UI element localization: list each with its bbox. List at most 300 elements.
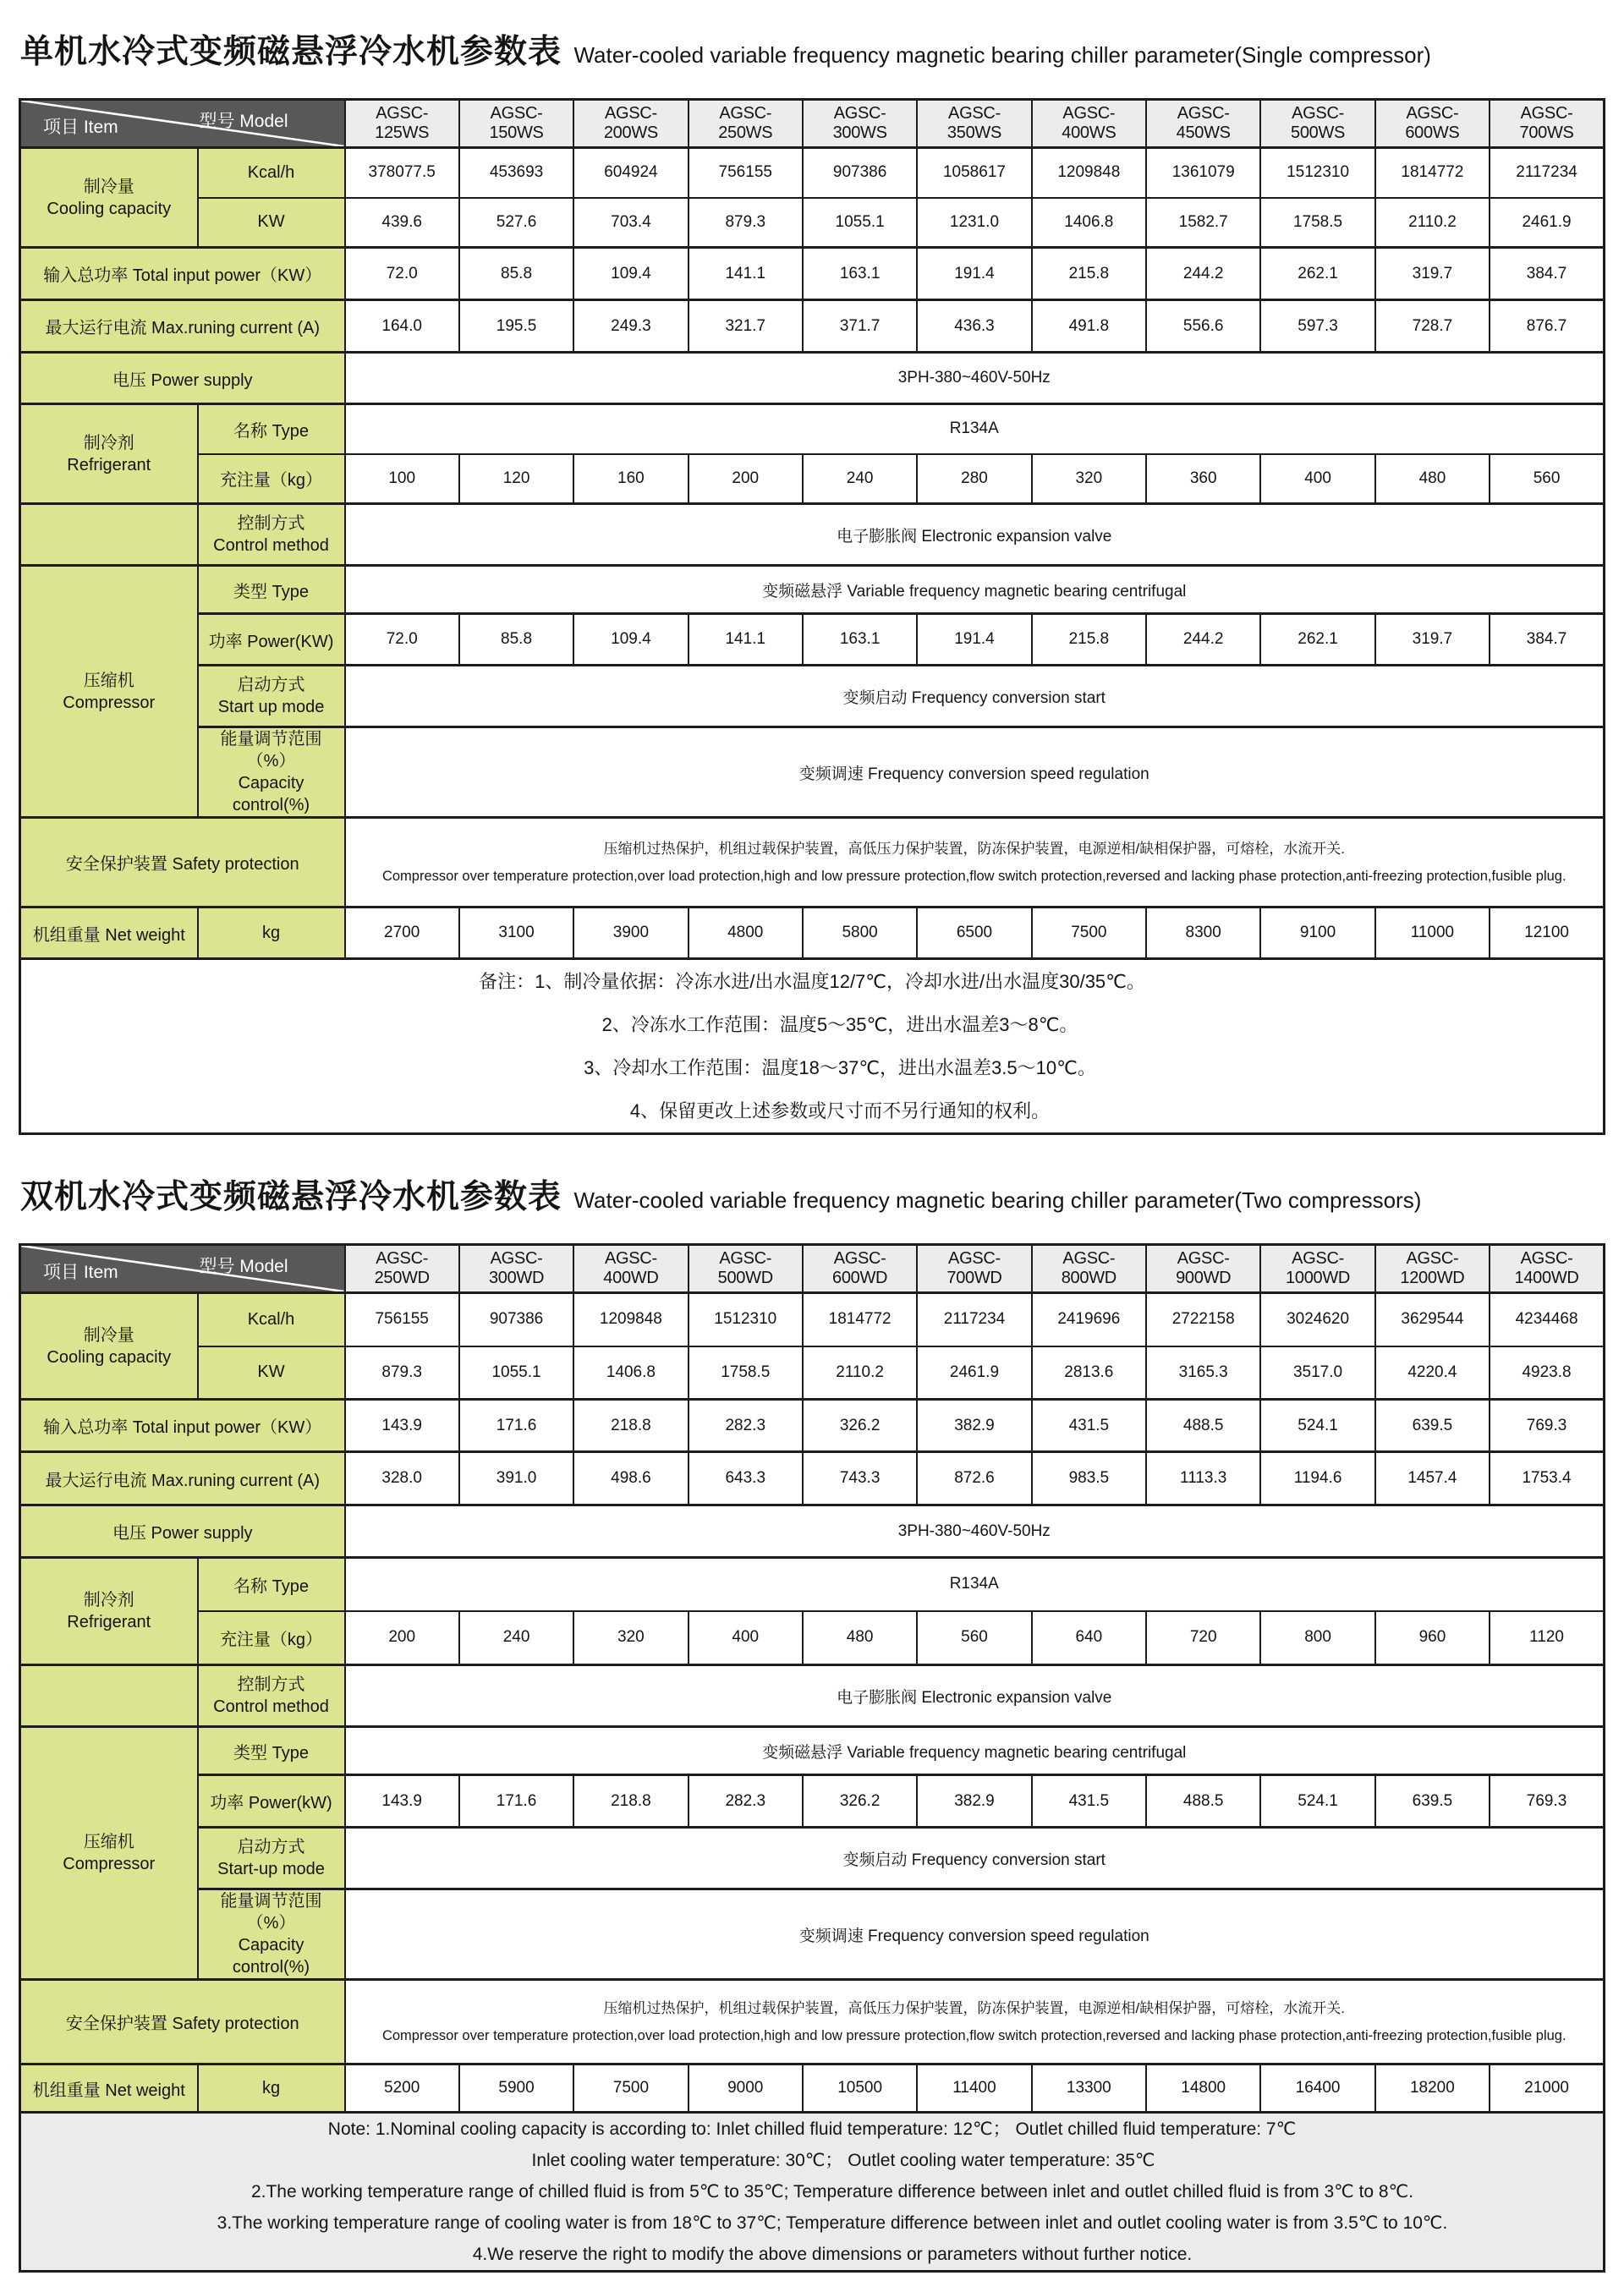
value-cell: 1758.5: [689, 1346, 803, 1400]
value-cell: 2722158: [1146, 1293, 1260, 1346]
value-cell: 384.7: [1490, 614, 1604, 666]
table2-notes: [20, 2113, 1605, 2272]
value-cell: 2117234: [917, 1293, 1031, 1346]
cooling-label-en: Cooling capacity: [47, 1347, 172, 1367]
refrigerant-type-value: R134A: [345, 404, 1605, 454]
value-cell: 6500: [917, 907, 1031, 959]
table2-net-weight-row: [20, 2064, 1605, 2113]
table2-cooling-kw-row: [20, 1346, 1605, 1400]
kcal-unit-label: Kcal/h: [198, 148, 345, 198]
value-cell: 3900: [573, 907, 688, 959]
table2-corner-header: [20, 1245, 345, 1293]
value-cell: 14800: [1146, 2064, 1260, 2113]
value-cell: 769.3: [1490, 1400, 1604, 1452]
capacity-label-en: Capacity control(%): [232, 774, 310, 814]
control-label-zh: 控制方式: [237, 1675, 305, 1694]
value-cell: 639.5: [1375, 1400, 1490, 1452]
two-compressor-table: [19, 1243, 1605, 2273]
value-cell: 639.5: [1375, 1775, 1490, 1828]
control-method-label: [198, 1665, 345, 1727]
model-column-header: AGSC-1000WD: [1260, 1245, 1374, 1293]
safety-protection-value: [345, 1980, 1605, 2064]
capacity-label-zh: 能量调节范围（%）: [220, 730, 322, 770]
value-cell: 72.0: [345, 614, 459, 666]
value-cell: 1406.8: [573, 1346, 688, 1400]
value-cell: 907386: [459, 1293, 573, 1346]
value-cell: 12100: [1490, 907, 1604, 959]
compressor-label: [20, 566, 198, 818]
cooling-capacity-label: [20, 148, 198, 248]
value-cell: 488.5: [1146, 1400, 1260, 1452]
value-cell: 756155: [345, 1293, 459, 1346]
value-cell: 143.9: [345, 1775, 459, 1828]
startup-mode-value: 变频启动 Frequency conversion start: [345, 666, 1605, 727]
value-cell: 120: [459, 454, 573, 504]
note-line: 3、冷却水工作范围：温度18～37℃，进出水温差3.5～10℃。: [584, 1057, 1096, 1078]
note-line: Inlet cooling water temperature: 30℃； Outlet cooling water temperature: 35℃: [531, 2151, 1155, 2170]
model-column-header: AGSC-700WS: [1490, 100, 1604, 148]
value-cell: 480: [1375, 454, 1490, 504]
table2-compressor-type-row: [20, 1727, 1605, 1775]
max-current-label: 最大运行电流 Max.runing current (A): [20, 300, 345, 353]
value-cell: 439.6: [345, 198, 459, 248]
table2-power-supply-row: [20, 1505, 1605, 1558]
value-cell: 1814772: [803, 1293, 917, 1346]
compressor-type-label: 类型 Type: [198, 566, 345, 614]
model-column-header: AGSC-400WS: [1032, 100, 1146, 148]
value-cell: 378077.5: [345, 148, 459, 198]
table2-compressor-power-row: [20, 1775, 1605, 1828]
safety-text-en: Compressor over temperature protection,over load protection,high and low pressure protection,flow switch protection,reversed and lacking phase protection,anti-freezing protection,fusible plug.: [381, 2027, 1566, 2043]
value-cell: 16400: [1260, 2064, 1374, 2113]
value-cell: 164.0: [345, 300, 459, 353]
cooling-label-en: Cooling capacity: [47, 199, 172, 218]
value-cell: 321.7: [689, 300, 803, 353]
input-power-label: 输入总功率 Total input power（KW）: [20, 248, 345, 300]
safety-text-zh: 压缩机过热保护，机组过载保护装置，高低压力保护装置，防冻保护装置，电源逆相/缺相保护器，可熔栓，水流开关.: [603, 840, 1345, 857]
value-cell: 319.7: [1375, 248, 1490, 300]
value-cell: 371.7: [803, 300, 917, 353]
compressor-label: [20, 1727, 198, 1980]
value-cell: 240: [459, 1611, 573, 1665]
value-cell: 21000: [1490, 2064, 1604, 2113]
value-cell: 11400: [917, 2064, 1031, 2113]
value-cell: 556.6: [1146, 300, 1260, 353]
model-column-header: AGSC-250WS: [689, 100, 803, 148]
net-weight-label: 机组重量 Net weight: [20, 2064, 198, 2113]
value-cell: 1512310: [689, 1293, 803, 1346]
value-cell: 9100: [1260, 907, 1374, 959]
value-cell: 249.3: [573, 300, 688, 353]
value-cell: 643.3: [689, 1452, 803, 1505]
model-column-header: AGSC-1400WD: [1490, 1245, 1604, 1293]
value-cell: 527.6: [459, 198, 573, 248]
value-cell: 524.1: [1260, 1775, 1374, 1828]
capacity-control-label: [198, 1889, 345, 1980]
value-cell: 1058617: [917, 148, 1031, 198]
value-cell: 2117234: [1490, 148, 1604, 198]
table1-input-power-row: [20, 248, 1605, 300]
compressor-label-en: Compressor: [63, 1855, 156, 1873]
refrigerant-type-value: R134A: [345, 1558, 1605, 1611]
startup-label-en: Start-up mode: [217, 1860, 325, 1878]
value-cell: 215.8: [1032, 248, 1146, 300]
value-cell: 597.3: [1260, 300, 1374, 353]
safety-text-zh: 压缩机过热保护，机组过载保护装置，高低压力保护装置，防冻保护装置，电源逆相/缺相保护器，可熔栓，水流开关.: [603, 1999, 1345, 2016]
value-cell: 1120: [1490, 1611, 1604, 1665]
value-cell: 3024620: [1260, 1293, 1374, 1346]
table1-charge-row: [20, 454, 1605, 504]
safety-text-en: Compressor over temperature protection,over load protection,high and low pressure protection,flow switch protection,reversed and lacking phase protection,anti-freezing protection,fusible plug.: [381, 868, 1566, 884]
table1-safety-row: [20, 818, 1605, 907]
model-column-header: AGSC-500WD: [689, 1245, 803, 1293]
safety-protection-value: [345, 818, 1605, 907]
table2-charge-row: [20, 1611, 1605, 1665]
value-cell: 382.9: [917, 1775, 1031, 1828]
value-cell: 240: [803, 454, 917, 504]
value-cell: 163.1: [803, 614, 917, 666]
value-cell: 215.8: [1032, 614, 1146, 666]
model-column-header: AGSC-350WS: [917, 100, 1031, 148]
model-column-header: AGSC-150WS: [459, 100, 573, 148]
value-cell: 13300: [1032, 2064, 1146, 2113]
value-cell: 1055.1: [803, 198, 917, 248]
value-cell: 360: [1146, 454, 1260, 504]
table1-title-zh: 单机水冷式变频磁悬浮冷水机参数表: [20, 34, 562, 70]
value-cell: 320: [1032, 454, 1146, 504]
value-cell: 7500: [1032, 907, 1146, 959]
value-cell: 2461.9: [917, 1346, 1031, 1400]
capacity-control-label: [198, 727, 345, 818]
value-cell: 5900: [459, 2064, 573, 2113]
control-method-value: 电子膨胀阀 Electronic expansion valve: [345, 1665, 1605, 1727]
note-line: Note: 1.Nominal cooling capacity is according to: Inlet chilled fluid temperature: 12℃； Outlet chilled fluid temperature: 7℃: [327, 2119, 1297, 2139]
item-header-label: 项目 Item: [43, 1263, 118, 1282]
value-cell: 703.4: [573, 198, 688, 248]
value-cell: 163.1: [803, 248, 917, 300]
value-cell: 382.9: [917, 1400, 1031, 1452]
table2-title: [20, 1171, 1605, 1218]
table1-control-method-row: [20, 504, 1605, 566]
model-column-header: AGSC-300WS: [803, 100, 917, 148]
value-cell: 2461.9: [1490, 198, 1604, 248]
value-cell: 143.9: [345, 1400, 459, 1452]
value-cell: 1758.5: [1260, 198, 1374, 248]
table2-startup-row: [20, 1828, 1605, 1889]
model-column-header: AGSC-400WD: [573, 1245, 688, 1293]
control-method-label: [198, 504, 345, 566]
startup-label-zh: 启动方式: [237, 1838, 305, 1856]
power-supply-value: 3PH-380~460V-50Hz: [345, 353, 1605, 404]
table1-cooling-kw-row: [20, 198, 1605, 248]
value-cell: 436.3: [917, 300, 1031, 353]
control-label-en: Control method: [213, 1697, 329, 1716]
startup-mode-value: 变频启动 Frequency conversion start: [345, 1828, 1605, 1889]
value-cell: 3629544: [1375, 1293, 1490, 1346]
model-column-header: AGSC-600WD: [803, 1245, 917, 1293]
value-cell: 400: [689, 1611, 803, 1665]
value-cell: 720: [1146, 1611, 1260, 1665]
startup-mode-label: [198, 1828, 345, 1889]
control-label-zh: 控制方式: [237, 514, 305, 533]
table2-capacity-control-row: [20, 1889, 1605, 1980]
value-cell: 453693: [459, 148, 573, 198]
item-header-label: 项目 Item: [43, 118, 118, 137]
capacity-control-value: 变频调速 Frequency conversion speed regulation: [345, 1889, 1605, 1980]
table1-title: [20, 25, 1605, 73]
value-cell: 8300: [1146, 907, 1260, 959]
table2-control-method-row: [20, 1665, 1605, 1727]
value-cell: 876.7: [1490, 300, 1604, 353]
value-cell: 200: [345, 1611, 459, 1665]
value-cell: 800: [1260, 1611, 1374, 1665]
value-cell: 3517.0: [1260, 1346, 1374, 1400]
value-cell: 2700: [345, 907, 459, 959]
cooling-label-zh: 制冷量: [83, 1325, 134, 1345]
table1-notes-row: [20, 959, 1605, 1134]
model-column-header: AGSC-200WS: [573, 100, 688, 148]
model-column-header: AGSC-800WD: [1032, 1245, 1146, 1293]
table1-max-current-row: [20, 300, 1605, 353]
control-method-value: 电子膨胀阀 Electronic expansion valve: [345, 504, 1605, 566]
value-cell: 282.3: [689, 1775, 803, 1828]
table1-power-supply-row: [20, 353, 1605, 404]
value-cell: 1231.0: [917, 198, 1031, 248]
table1-corner-header: [20, 100, 345, 148]
value-cell: 85.8: [459, 614, 573, 666]
value-cell: 1814772: [1375, 148, 1490, 198]
refrigerant-label: [20, 404, 198, 504]
table2-safety-row: [20, 1980, 1605, 2064]
capacity-control-value: 变频调速 Frequency conversion speed regulation: [345, 727, 1605, 818]
kw-unit-label: KW: [198, 1346, 345, 1400]
value-cell: 5200: [345, 2064, 459, 2113]
value-cell: 1194.6: [1260, 1452, 1374, 1505]
input-power-label: 输入总功率 Total input power（KW）: [20, 1400, 345, 1452]
value-cell: 431.5: [1032, 1400, 1146, 1452]
kcal-unit-label: Kcal/h: [198, 1293, 345, 1346]
value-cell: 171.6: [459, 1775, 573, 1828]
net-weight-label: 机组重量 Net weight: [20, 907, 198, 959]
table2-title-zh: 双机水冷式变频磁悬浮冷水机参数表: [20, 1179, 562, 1215]
value-cell: 480: [803, 1611, 917, 1665]
model-column-header: AGSC-700WD: [917, 1245, 1031, 1293]
value-cell: 10500: [803, 2064, 917, 2113]
value-cell: 5800: [803, 907, 917, 959]
charge-label: 充注量（kg）: [198, 1611, 345, 1665]
value-cell: 195.5: [459, 300, 573, 353]
value-cell: 879.3: [345, 1346, 459, 1400]
note-line: 2、冷冻水工作范围：温度5～35℃，进出水温差3～8℃。: [601, 1014, 1078, 1035]
table2-title-en: Water-cooled variable frequency magnetic bearing chiller parameter(Two compressors): [573, 1187, 1422, 1213]
refrigerant-spacer-cell: [20, 504, 198, 566]
value-cell: 18200: [1375, 2064, 1490, 2113]
value-cell: 262.1: [1260, 614, 1374, 666]
value-cell: 1582.7: [1146, 198, 1260, 248]
model-column-header: AGSC-900WD: [1146, 1245, 1260, 1293]
table1-title-en: Water-cooled variable frequency magnetic bearing chiller parameter(Single compressor): [573, 42, 1431, 68]
model-column-header: AGSC-500WS: [1260, 100, 1374, 148]
value-cell: 9000: [689, 2064, 803, 2113]
cooling-label-zh: 制冷量: [83, 177, 134, 196]
value-cell: 400: [1260, 454, 1374, 504]
value-cell: 431.5: [1032, 1775, 1146, 1828]
capacity-label-zh: 能量调节范围（%）: [220, 1892, 322, 1933]
kg-unit-label: kg: [198, 907, 345, 959]
value-cell: 11000: [1375, 907, 1490, 959]
value-cell: 100: [345, 454, 459, 504]
refrigerant-name-label: 名称 Type: [198, 1558, 345, 1611]
table1-capacity-control-row: [20, 727, 1605, 818]
compressor-label-zh: 压缩机: [83, 1833, 134, 1851]
max-current-label: 最大运行电流 Max.runing current (A): [20, 1452, 345, 1505]
note-line: 备注：1、制冷量依据：冷冻水进/出水温度12/7℃，冷却水进/出水温度30/35℃。: [479, 971, 1145, 992]
compressor-type-label: 类型 Type: [198, 1727, 345, 1775]
value-cell: 7500: [573, 2064, 688, 2113]
value-cell: 2419696: [1032, 1293, 1146, 1346]
power-supply-label: 电压 Power supply: [20, 353, 345, 404]
compressor-power-label: 功率 Power(KW): [198, 614, 345, 666]
table2-notes-row: [20, 2113, 1605, 2272]
value-cell: 319.7: [1375, 614, 1490, 666]
value-cell: 244.2: [1146, 614, 1260, 666]
value-cell: 560: [917, 1611, 1031, 1665]
table1-cooling-kcal-row: [20, 148, 1605, 198]
note-line: 3.The working temperature range of cooling water is from 18℃ to 37℃; Temperature difference between inlet and outlet cooling water is from 3.5℃ to 10℃.: [217, 2213, 1448, 2233]
startup-mode-label: [198, 666, 345, 727]
refrigerant-name-label: 名称 Type: [198, 404, 345, 454]
value-cell: 141.1: [689, 614, 803, 666]
kg-unit-label: kg: [198, 2064, 345, 2113]
value-cell: 1361079: [1146, 148, 1260, 198]
value-cell: 280: [917, 454, 1031, 504]
capacity-label-en: Capacity control(%): [232, 1936, 310, 1977]
value-cell: 282.3: [689, 1400, 803, 1452]
table1-compressor-power-row: [20, 614, 1605, 666]
safety-protection-label: 安全保护装置 Safety protection: [20, 1980, 345, 2064]
value-cell: 1457.4: [1375, 1452, 1490, 1505]
model-column-header: AGSC-125WS: [345, 100, 459, 148]
cooling-capacity-label: [20, 1293, 198, 1400]
value-cell: 4923.8: [1490, 1346, 1604, 1400]
value-cell: 524.1: [1260, 1400, 1374, 1452]
compressor-type-value: 变频磁悬浮 Variable frequency magnetic bearing centrifugal: [345, 566, 1605, 614]
startup-label-zh: 启动方式: [237, 676, 305, 694]
value-cell: 1055.1: [459, 1346, 573, 1400]
value-cell: 1406.8: [1032, 198, 1146, 248]
control-label-en: Control method: [213, 536, 329, 555]
value-cell: 3100: [459, 907, 573, 959]
value-cell: 1113.3: [1146, 1452, 1260, 1505]
table1-refrigerant-type-row: [20, 404, 1605, 454]
compressor-label-en: Compressor: [63, 693, 156, 712]
value-cell: 85.8: [459, 248, 573, 300]
value-cell: 907386: [803, 148, 917, 198]
value-cell: 109.4: [573, 614, 688, 666]
compressor-label-zh: 压缩机: [83, 671, 134, 690]
refrigerant-label-zh: 制冷剂: [83, 1591, 134, 1609]
table2-cooling-kcal-row: [20, 1293, 1605, 1346]
model-column-header: AGSC-300WD: [459, 1245, 573, 1293]
value-cell: 872.6: [917, 1452, 1031, 1505]
value-cell: 983.5: [1032, 1452, 1146, 1505]
value-cell: 756155: [689, 148, 803, 198]
table1-notes: [20, 959, 1605, 1134]
model-header-label: 型号 Model: [199, 1257, 288, 1276]
table2-header-row: [20, 1245, 1605, 1293]
value-cell: 769.3: [1490, 1775, 1604, 1828]
compressor-power-label: 功率 Power(kW): [198, 1775, 345, 1828]
table2-max-current-row: [20, 1452, 1605, 1505]
charge-label: 充注量（kg）: [198, 454, 345, 504]
note-line: 4、保留更改上述参数或尺寸而不另行通知的权利。: [629, 1100, 1051, 1121]
value-cell: 491.8: [1032, 300, 1146, 353]
value-cell: 498.6: [573, 1452, 688, 1505]
value-cell: 604924: [573, 148, 688, 198]
value-cell: 2110.2: [1375, 198, 1490, 248]
value-cell: 218.8: [573, 1400, 688, 1452]
value-cell: 191.4: [917, 614, 1031, 666]
value-cell: 141.1: [689, 248, 803, 300]
value-cell: 1512310: [1260, 148, 1374, 198]
refrigerant-label: [20, 1558, 198, 1665]
value-cell: 72.0: [345, 248, 459, 300]
refrigerant-spacer-cell: [20, 1665, 198, 1727]
value-cell: 2110.2: [803, 1346, 917, 1400]
table1-compressor-type-row: [20, 566, 1605, 614]
power-supply-label: 电压 Power supply: [20, 1505, 345, 1558]
value-cell: 488.5: [1146, 1775, 1260, 1828]
value-cell: 960: [1375, 1611, 1490, 1665]
value-cell: 191.4: [917, 248, 1031, 300]
table2-refrigerant-type-row: [20, 1558, 1605, 1611]
value-cell: 560: [1490, 454, 1604, 504]
value-cell: 244.2: [1146, 248, 1260, 300]
value-cell: 743.3: [803, 1452, 917, 1505]
table1-startup-row: [20, 666, 1605, 727]
value-cell: 728.7: [1375, 300, 1490, 353]
refrigerant-label-en: Refrigerant: [67, 1613, 151, 1631]
safety-protection-label: 安全保护装置 Safety protection: [20, 818, 345, 907]
table1-header-row: [20, 100, 1605, 148]
model-header-label: 型号 Model: [199, 112, 288, 131]
model-column-header: AGSC-600WS: [1375, 100, 1490, 148]
value-cell: 391.0: [459, 1452, 573, 1505]
value-cell: 3165.3: [1146, 1346, 1260, 1400]
value-cell: 4234468: [1490, 1293, 1604, 1346]
single-compressor-table: [19, 98, 1605, 1135]
value-cell: 2813.6: [1032, 1346, 1146, 1400]
value-cell: 4220.4: [1375, 1346, 1490, 1400]
table2-input-power-row: [20, 1400, 1605, 1452]
note-line: 4.We reserve the right to modify the above dimensions or parameters without further notice.: [472, 2245, 1193, 2264]
note-line: 2.The working temperature range of chilled fluid is from 5℃ to 35℃; Temperature difference between inlet and outlet chilled fluid is from 3℃ to 8℃.: [250, 2182, 1414, 2201]
value-cell: 262.1: [1260, 248, 1374, 300]
value-cell: 328.0: [345, 1452, 459, 1505]
startup-label-en: Start up mode: [217, 698, 325, 716]
value-cell: 200: [689, 454, 803, 504]
model-column-header: AGSC-450WS: [1146, 100, 1260, 148]
refrigerant-label-en: Refrigerant: [67, 455, 151, 474]
value-cell: 326.2: [803, 1400, 917, 1452]
value-cell: 879.3: [689, 198, 803, 248]
value-cell: 109.4: [573, 248, 688, 300]
value-cell: 171.6: [459, 1400, 573, 1452]
value-cell: 640: [1032, 1611, 1146, 1665]
value-cell: 384.7: [1490, 248, 1604, 300]
model-column-header: AGSC-250WD: [345, 1245, 459, 1293]
value-cell: 160: [573, 454, 688, 504]
